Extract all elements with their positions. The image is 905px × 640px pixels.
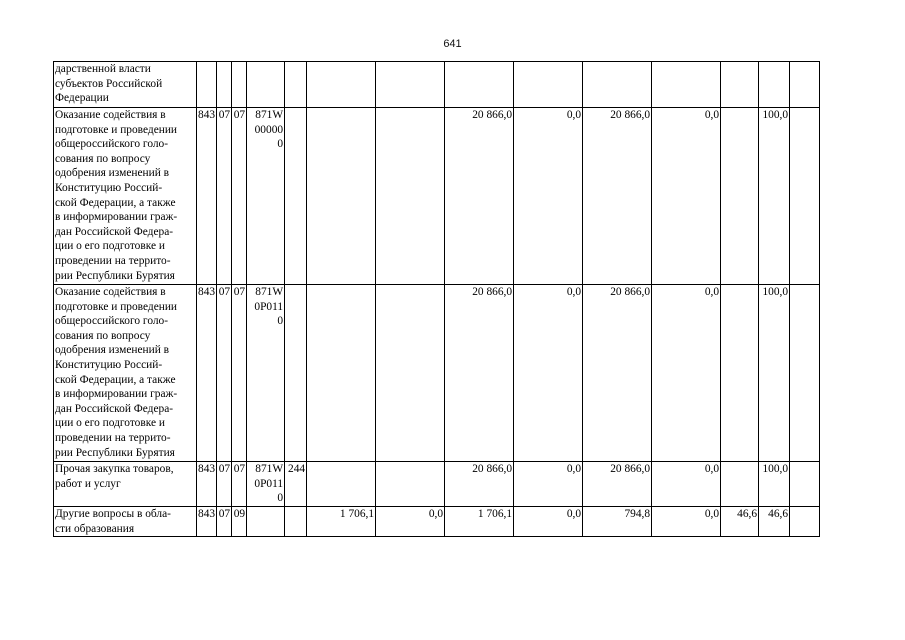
value-4: 0,0 [514,507,583,537]
target-article-code [247,507,285,537]
section-code [217,62,232,108]
subsection-code: 07 [232,108,247,285]
value-6 [652,62,721,108]
target-article-code: 871W 0P011 0 [247,285,285,462]
empty-cell [790,285,820,462]
value-1 [307,62,376,108]
value-2 [376,462,445,507]
budget-table [53,61,820,537]
empty-cell [790,462,820,507]
row-name: Другие вопросы в обла- сти образования [54,507,197,537]
grbs-code [197,62,217,108]
row-name: Прочая закупка товаров, работ и услуг [54,462,197,507]
target-article-code [247,62,285,108]
value-4: 0,0 [514,285,583,462]
value-8: 100,0 [759,285,790,462]
value-7 [721,108,759,285]
value-8: 100,0 [759,462,790,507]
value-7: 46,6 [721,507,759,537]
empty-cell [790,108,820,285]
grbs-code: 843 [197,285,217,462]
target-article-code: 871W 0P011 0 [247,462,285,507]
value-5: 20 866,0 [583,108,652,285]
value-3: 1 706,1 [445,507,514,537]
value-5: 20 866,0 [583,285,652,462]
grbs-code: 843 [197,507,217,537]
table-row [54,462,820,507]
expense-type-code [285,62,307,108]
grbs-code: 843 [197,108,217,285]
expense-type-code [285,108,307,285]
target-article-code: 871W 00000 0 [247,108,285,285]
value-4: 0,0 [514,462,583,507]
subsection-code [232,62,247,108]
grbs-code: 843 [197,462,217,507]
value-2 [376,62,445,108]
value-5: 794,8 [583,507,652,537]
value-7 [721,285,759,462]
subsection-code: 07 [232,285,247,462]
empty-cell [790,62,820,108]
section-code: 07 [217,462,232,507]
value-8: 100,0 [759,108,790,285]
subsection-code: 09 [232,507,247,537]
value-7 [721,462,759,507]
value-7 [721,62,759,108]
value-5 [583,62,652,108]
value-2 [376,285,445,462]
value-6: 0,0 [652,285,721,462]
value-3 [445,62,514,108]
table-row [54,285,820,462]
value-6: 0,0 [652,462,721,507]
value-8 [759,62,790,108]
value-6: 0,0 [652,507,721,537]
value-5: 20 866,0 [583,462,652,507]
row-name: дарственной власти субъектов Российской Федерации [54,62,197,108]
expense-type-code [285,507,307,537]
value-3: 20 866,0 [445,462,514,507]
value-6: 0,0 [652,108,721,285]
section-code: 07 [217,108,232,285]
value-1 [307,462,376,507]
table-row [54,507,820,537]
expense-type-code [285,285,307,462]
value-3: 20 866,0 [445,108,514,285]
value-1 [307,108,376,285]
value-1 [307,285,376,462]
page-number: 641 [443,38,462,50]
table-row [54,108,820,285]
value-2 [376,108,445,285]
value-8: 46,6 [759,507,790,537]
subsection-code: 07 [232,462,247,507]
section-code: 07 [217,285,232,462]
value-2: 0,0 [376,507,445,537]
value-4: 0,0 [514,108,583,285]
row-name: Оказание содействия в подготовке и проведении общероссийского голо- сования по вопросу одобрения изменений в Конституцию Россий- ской Федерации, а также в информировании граж- дан Российской Федера- ции о его подготовке и проведении на террито- рии Республики Бурятия [54,285,197,462]
empty-cell [790,507,820,537]
table-row [54,62,820,108]
value-4 [514,62,583,108]
value-1: 1 706,1 [307,507,376,537]
section-code: 07 [217,507,232,537]
value-3: 20 866,0 [445,285,514,462]
expense-type-code: 244 [285,462,307,507]
row-name: Оказание содействия в подготовке и проведении общероссийского голо- сования по вопросу одобрения изменений в Конституцию Россий- ской Федерации, а также в информировании граж- дан Российской Федера- ции о его подготовке и проведении на террито- рии Республики Бурятия [54,108,197,285]
